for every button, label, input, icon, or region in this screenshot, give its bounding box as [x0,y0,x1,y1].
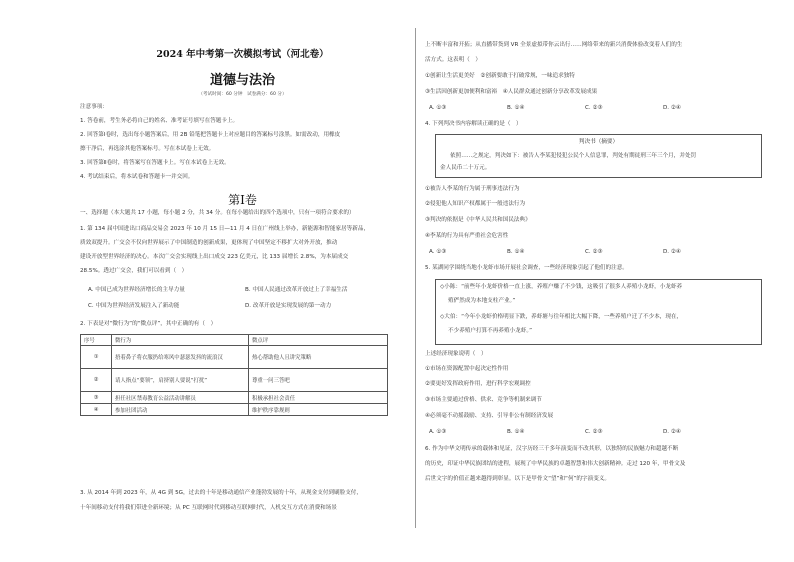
notice-line: 2. 回答第Ⅰ卷时，选出每小题答案后，用 2B 铅笔把答题卡上对应题目的答案标号涂黑。如需改动，用橡皮 [80,132,341,138]
column-divider [415,28,416,528]
table-cell: 参加社团活动 [112,404,249,416]
question-1-line: 质效双提升。广交会不仅向世界展示了中国制造的创新成果，更体现了中国坚定不移扩大对外开放，推动 [80,240,338,246]
question-5-statement: ④必须毫不动摇鼓励、支持、引导非公有制经济发展 [425,413,554,419]
question-3-option-d: D. ②④ [663,105,681,111]
table-header-cell: 微点评 [249,335,388,346]
question-4-statement: ①被告人李某的行为属于刑事违法行为 [425,186,520,192]
question-4-statement: ②侵犯他人知识产权都属于一般违法行为 [425,201,526,207]
part1-intro: 一、选择题（本大题共 17 小题，每小题 2 分，共 34 分。在每小题给出的四个选项中，只有一项符合要求的） [80,210,355,216]
section-title: 第Ⅰ卷 [228,193,257,207]
notice-line: 4. 考试结束后，将本试卷和答题卡一并交回。 [80,174,194,180]
table-row [81,369,388,392]
question-5-option-b: B. ①④ [507,429,525,435]
exam-meta: （考试时间：60 分钟 试卷满分：60 分） [198,92,287,97]
survey-line: ◇小陈：“前些年小龙虾价格一直上涨，养殖户赚了不少钱，这吸引了很多人养殖小龙虾，小龙虾养 [440,284,683,290]
question-3-option-c: C. ②③ [585,105,603,111]
table-header-row [81,335,388,346]
judgment-box [435,134,762,178]
notice-line: 擦干净后，再选涂其他答案标号。写在本试卷上无效。 [80,146,215,152]
table-row [81,346,388,369]
question-4-statement: ③判决的依据是《中华人民共和国民法典》 [425,217,531,223]
question-4-option-b: B. ①④ [507,249,525,255]
notice-heading: 注意事项： [80,104,108,110]
table-cell: 尊重一问三答吧 [249,369,388,392]
question-6-line: 的历史，印证中华民族团结的进程，展现了中华民族的卓越智慧和伟大创新精神。走过 120 年，甲骨文及 [425,461,686,467]
table-header-cell: 序号 [81,335,112,346]
table-cell: 请人指点“要领”，肩挤别人要说“打扰” [112,369,249,392]
micro-behavior-table [80,334,388,416]
question-3-statement: ③生活因创新更加便利和富裕 ④人民群众通过创新分享改革发展成果 [425,89,598,95]
question-1-option-c: C. 中国为世界经济发展注入了新动能 [88,303,180,309]
question-1-line: 建设开放型世界经济的决心。本次广交会实现线上出口成交 223 亿美元，比 133 届增长 2.8%，为本届成交 [80,254,349,260]
question-3-option-b: B. ①④ [507,105,525,111]
table-cell: 积极承担社会责任 [249,392,388,404]
question-6-line: 6. 作为中华文明传承的载体和见证，汉字历经三千多年演变而不改其形，以独特的民族魅力和超越不断 [425,446,679,452]
survey-line: 殖俨然成为本地支柱产业。” [448,298,516,304]
question-3-statement: ①创新让生活更美好 ②创新要敢于打破常规，一味追求独特 [425,73,575,79]
exam-title: 2024 年中考第一次模拟考试（河北卷） [156,49,329,60]
table-cell: 担任社区禁毒教育公益活动讲解员 [112,392,249,404]
question-5-option-c: C. ②③ [585,429,603,435]
question-5-stem: 5. 某湖同学围绕当地小龙虾市场开展社会调查，一些经济现象引起了他们的注意。 [425,265,628,271]
judgment-line: 金人民币二十万元。 [440,165,491,171]
question-3-continued: 上不断丰富和开拓；从直播带货到 VR 全景虚拟带你云出行……网络带来的新兴消费体验改变着人们的生 [425,42,683,48]
table-cell: 捂着鼻子将衣服扔给寒风中瑟瑟发抖的流浪汉 [112,346,249,369]
judgment-line: 依照……之规定，判决如下：被告人李某犯侵犯公民个人信息罪，判处有期徒刑三年三个月，并处罚 [450,153,697,159]
question-5-statement: ②要更好发挥政府作用，进行科学宏观调控 [425,381,531,387]
question-1-option-d: D. 改革开放是实现发展的第一动力 [245,303,332,309]
question-1-option-b: B. 中国人民通过改革开放过上了幸福生活 [245,287,348,293]
question-4-option-c: C. ②③ [585,249,603,255]
question-3-line: 3. 从 2014 年到 2023 年，从 4G 到 5G，过去的十年是移动通信产业蓬勃发展的十年，从现金支付到刷脸支付， [80,490,362,496]
question-3-option-a: A. ①③ [429,105,447,111]
question-1-option-a: A. 中国已成为世界经济增长的主导力量 [88,287,185,293]
crawfish-survey-box [435,279,762,345]
question-3-continued: 活方式。这表明（ ） [425,57,481,63]
subject-title: 道德与法治 [209,73,275,88]
question-5-statement: ③市场主要通过价格、供求、竞争等机制来调节 [425,397,542,403]
notice-line: 3. 回答第Ⅱ卷时，将答案写在答题卡上。写在本试卷上无效。 [80,160,230,166]
question-6-line: 后世文字的价值正越来越得到彰显。以下是甲骨文“望”和“何”的字演变义。 [425,476,610,482]
question-5-question: 上述经济现象说明（ ） [425,351,487,357]
question-1-line: 28.5%。透过广交会，我们可以看到（ ） [80,268,188,274]
table-cell: 热心帮助他人且讲究策略 [249,346,388,369]
question-2-stem: 2. 下表是对“微行为”的“微点评”，其中正确的有（ ） [80,321,217,327]
notice-line: 1. 答卷前，考生务必将自己的姓名、准考证号填写在答题卡上。 [80,118,239,124]
table-cell: ③ [81,392,112,404]
question-3-line: 十年间移动支付将我们带进全新环境；从 PC 互联网时代到移动互联网时代，人机交互方式在消费和场景 [80,505,337,511]
question-4-statement: ④李某的行为具有严重社会危害性 [425,233,509,239]
table-cell: ① [81,346,112,369]
table-header-cell: 微行为 [112,335,249,346]
question-5-option-d: D. ②④ [663,429,681,435]
question-4-option-d: D. ②④ [663,249,681,255]
table-cell: 维护秩序靠规则 [249,404,388,416]
survey-line: 不少养殖户打算不再养殖小龙虾。” [448,328,533,334]
question-4-option-a: A. ①③ [429,249,447,255]
question-4-stem: 4. 下列判决书内容解读正确的是（ ） [425,121,522,127]
judgment-title: 判决书（摘要） [578,139,619,145]
question-5-option-a: A. ①③ [429,429,447,435]
table-cell: ② [81,369,112,392]
survey-line: ◇大伯：“今年小龙虾价格明显下跌，养虾塘与往年相比大幅下降，一些养殖户迁了不少本，现在， [440,314,683,320]
question-1-line: 1. 第 134 届中国进出口商品交易会 2023 年 10 月 15 日—11 月 4 日在广州线上举办，新能源和智能家居等新品， [80,226,370,232]
table-row [81,392,388,404]
table-cell: ④ [81,404,112,416]
table-row [81,404,388,416]
question-5-statement: ①市场在资源配置中起决定性作用 [425,366,509,372]
